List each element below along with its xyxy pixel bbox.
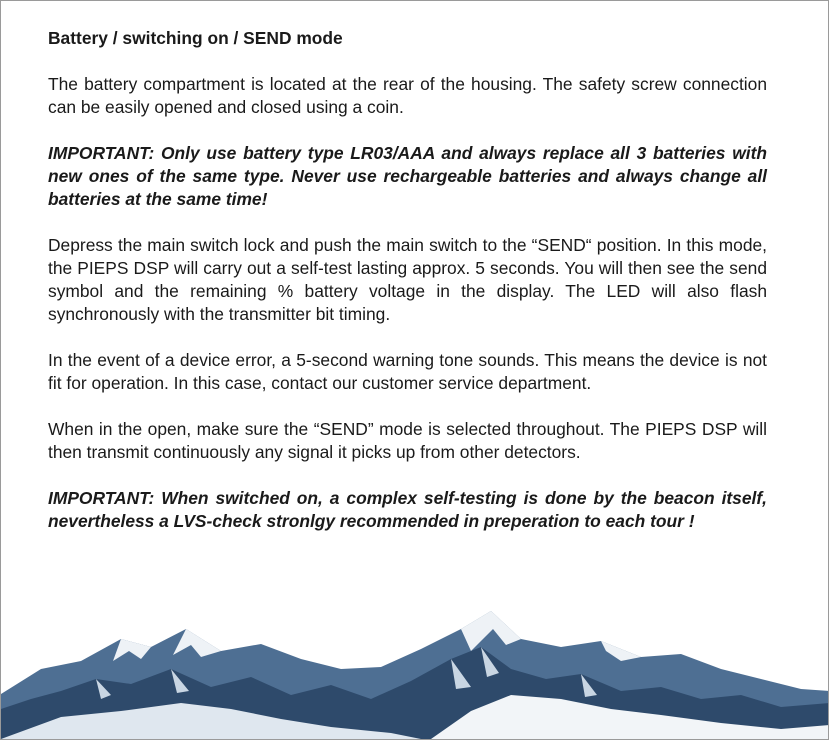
paragraph-send-mode: Depress the main switch lock and push the main switch to the “SEND“ position. In this mode, the PIEPS DSP will carry out a self-test lasting approx. 5 seconds. You will then see the send symbol and the remaining % battery voltage in the display. The LED will also flash synchronously with the transmitter bit timing. (48, 235, 767, 324)
document-body (48, 27, 767, 556)
warning-self-test: IMPORTANT: When switched on, a complex self-testing is done by the beacon itself, nevertheless a LVS-check stronlgy recommended in preperation to each tour ! (48, 488, 767, 531)
paragraph-device-error: In the event of a device error, a 5-second warning tone sounds. This means the device is not fit for operation. In this case, contact our customer service department. (48, 350, 767, 393)
warning-battery-type: IMPORTANT: Only use battery type LR03/AAA and always replace all 3 batteries with new ones of the same type. Never use rechargeable batteries and always change all batteries at the same time! (48, 143, 767, 209)
mountain-panorama-image (1, 599, 829, 739)
paragraph-battery-compartment: The battery compartment is located at the rear of the housing. The safety screw connection can be easily opened and closed using a coin. (48, 74, 767, 117)
section-title: Battery / switching on / SEND mode (48, 28, 343, 48)
paragraph-open-terrain: When in the open, make sure the “SEND” mode is selected throughout. The PIEPS DSP will then transmit continuously any signal it picks up from other detectors. (48, 419, 767, 462)
